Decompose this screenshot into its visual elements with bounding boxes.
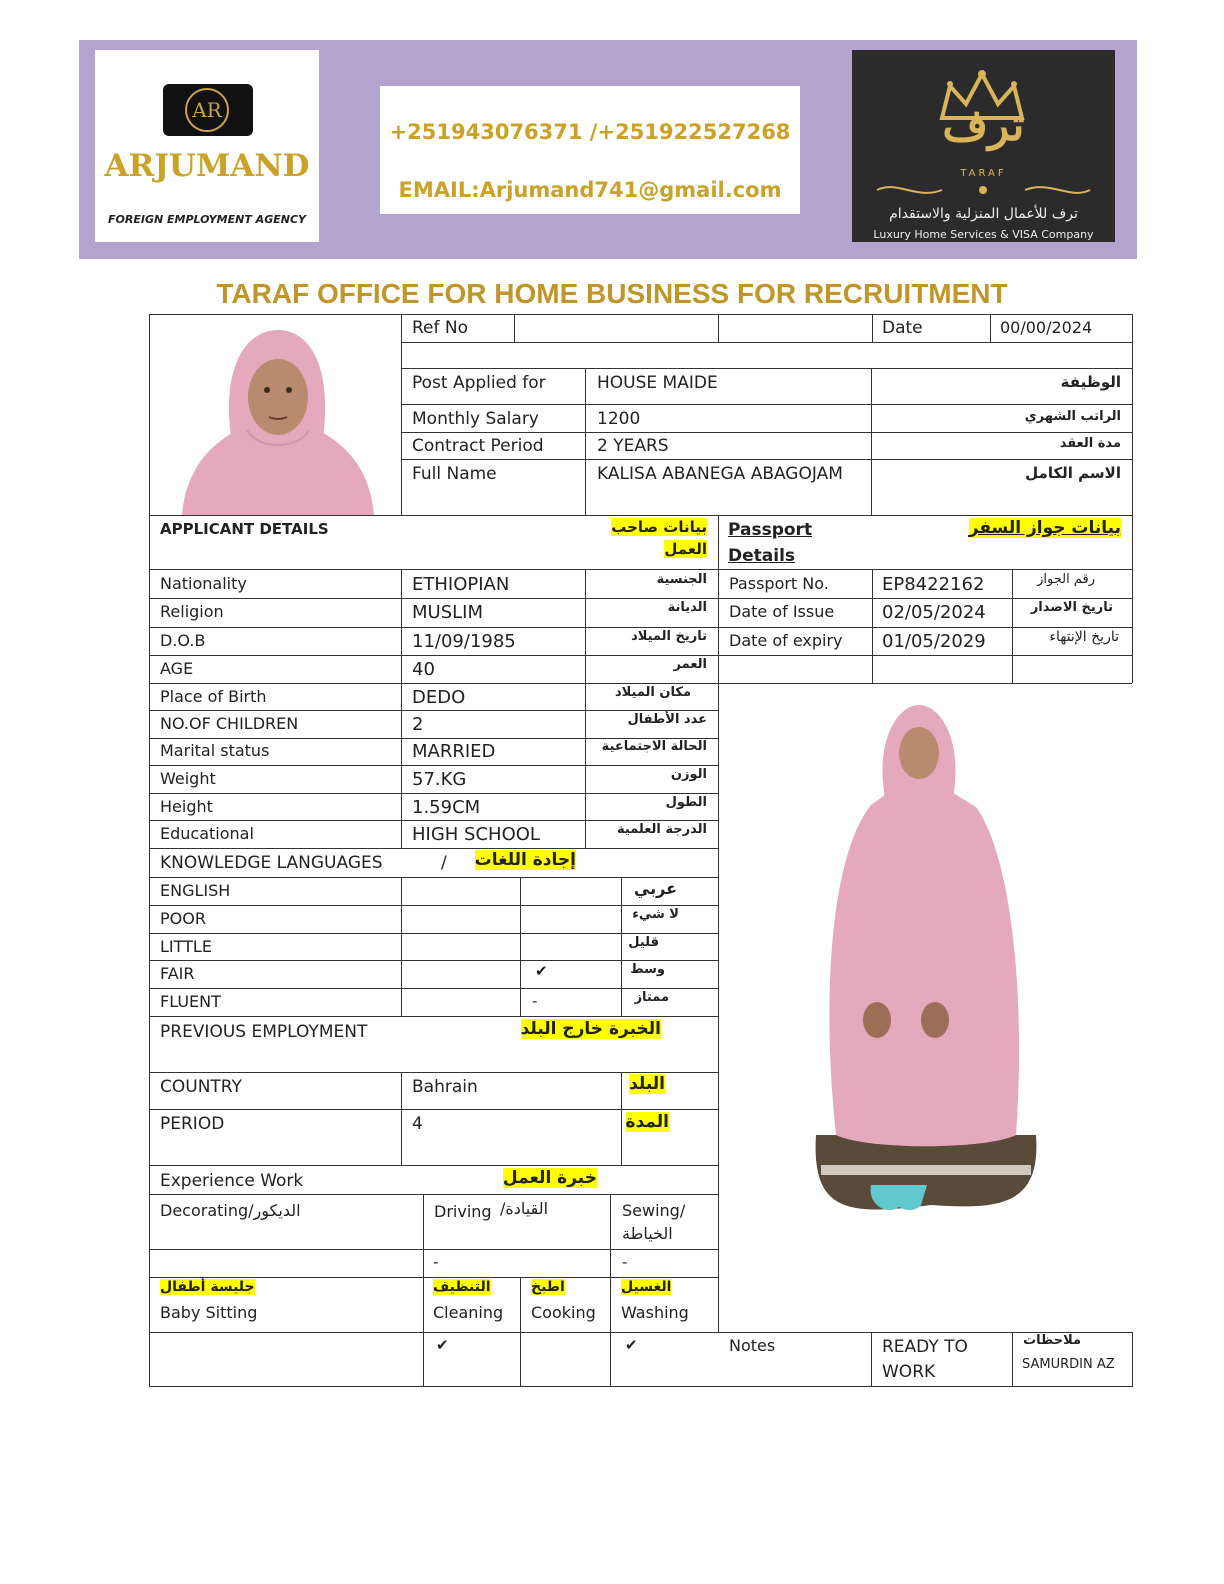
sewing-arabic: الخياطة [622,1224,673,1243]
ornament-icon [872,180,1095,200]
weight-value: 57.KG [412,769,467,790]
taraf-arabic-name: ترف [942,100,1025,151]
driving-mark: - [433,1253,439,1271]
fair-check-icon: ✔ [535,962,548,980]
taraf-arabic-tagline: ترف للأعمال المنزلية والاستقدام [889,206,1078,222]
notes-value-line-1: READY TO [882,1337,968,1357]
babysitting-arabic: جليسة أطفال [160,1279,255,1295]
passport-heading-2: Details [728,546,796,566]
nationality-value: ETHIOPIAN [412,574,510,595]
notes-arabic: ملاحظات [1023,1333,1081,1348]
age-arabic: العمر [673,657,707,672]
nationality-label: Nationality [160,574,247,593]
religion-value: MUSLIM [412,602,483,623]
country-arabic: البلد [629,1074,665,1094]
marital-label: Marital status [160,741,270,760]
agent-name: SAMURDIN AZ [1022,1357,1115,1372]
notes-value-line-2: WORK [882,1362,936,1382]
contract-arabic: مدة العقد [1059,436,1121,451]
languages-heading: KNOWLEDGE LANGUAGES [160,853,383,873]
fullname-value: KALISA ABANEGA ABAGOJAM [597,464,843,484]
country-label: COUNTRY [160,1077,242,1097]
employment-heading: PREVIOUS EMPLOYMENT [160,1022,368,1042]
applicant-heading: APPLICANT DETAILS [160,520,329,538]
lang-row-fluent: FLUENT [160,992,221,1011]
salary-value: 1200 [597,409,641,429]
experience-heading: Experience Work [160,1171,304,1191]
expiry-date-value: 01/05/2029 [882,631,986,652]
contact-box [380,86,800,214]
marital-value: MARRIED [412,741,496,762]
agency-name: ARJUMAND [104,148,310,184]
lang-row-english: ENGLISH [160,881,231,900]
fullname-label: Full Name [412,464,497,484]
lang-row-little-arabic: قليل [628,935,659,950]
passport-no-value: EP8422162 [882,574,985,595]
applicant-heading-arabic-1: بيانات صاحب [611,518,707,536]
sewing-label: Sewing/ [622,1201,686,1220]
notes-label: Notes [729,1336,776,1355]
cleaning-check-icon: ✔ [436,1336,449,1354]
page-title: TARAF OFFICE FOR HOME BUSINESS FOR RECRUITMENT [216,278,1008,309]
height-value: 1.59CM [412,797,481,818]
period-label: PERIOD [160,1114,225,1134]
marital-arabic: الحالة الاجتماعية [601,739,707,754]
children-label: NO.OF CHILDREN [160,714,299,733]
experience-heading-arabic: خبرة العمل [502,1168,597,1188]
date-value: 00/00/2024 [1000,318,1093,337]
decorating-label: Decorating/الديكور [160,1201,301,1220]
employment-heading-arabic: الخبرة خارج البلد [520,1019,661,1039]
period-value: 4 [412,1114,423,1134]
salary-label: Monthly Salary [412,409,539,429]
ref-no-label: Ref No [412,318,469,338]
issue-date-value: 02/05/2024 [882,602,986,623]
weight-label: Weight [160,769,216,788]
children-arabic: عدد الأطفال [627,712,707,727]
agency-subtitle: FOREIGN EMPLOYMENT AGENCY [108,213,306,226]
arjumand-logo [95,50,319,242]
place-of-birth-value: DEDO [412,687,466,708]
babysitting-label: Baby Sitting [160,1303,258,1322]
religion-label: Religion [160,602,224,621]
lang-row-fluent-arabic: ممتاز [634,990,669,1005]
ar-monogram-badge [163,84,253,136]
place-of-birth-label: Place of Birth [160,687,267,706]
issue-date-arabic: تاريخ الاصدار [1030,600,1113,615]
contract-label: Contract Period [412,436,544,456]
country-value: Bahrain [412,1077,478,1097]
applicant-heading-arabic-2: العمل [664,540,707,558]
lang-row-fair: FAIR [160,964,195,983]
age-value: 40 [412,659,435,680]
ar-monogram: AR [185,88,229,132]
languages-separator: / [441,853,447,873]
nationality-arabic: الجنسية [656,572,707,587]
passport-no-arabic: رقم الجواز [1037,572,1095,587]
taraf-english-name: TARAF [960,168,1007,179]
email-address: EMAIL:Arjumand741@gmail.com [398,178,782,202]
driving-label: Driving [434,1202,492,1221]
lang-row-poor: POOR [160,909,206,928]
religion-arabic: الديانة [667,600,707,615]
age-label: AGE [160,659,194,678]
cooking-label: Cooking [531,1303,596,1322]
phone-numbers: +251943076371 /+251922527268 [389,120,791,144]
height-label: Height [160,797,213,816]
height-arabic: الطول [665,795,707,810]
fullname-arabic: الاسم الكامل [1025,464,1121,482]
washing-arabic: الغسيل [621,1279,672,1295]
lang-row-little: LITTLE [160,937,212,956]
sewing-mark: - [622,1253,628,1271]
lang-row-english-arabic: عربي [633,879,677,898]
dob-value: 11/09/1985 [412,631,516,652]
letterhead [79,40,1137,259]
fluent-mark: - [532,992,538,1010]
period-arabic: المدة [625,1112,669,1132]
taraf-logo [852,50,1115,242]
post-value: HOUSE MAIDE [597,373,718,393]
expiry-date-arabic: تاريخ الإنتهاء [1049,629,1119,645]
dob-label: D.O.B [160,631,206,650]
applicant-portrait [177,325,378,515]
expiry-date-label: Date of expiry [729,631,843,650]
education-arabic: الدرجة العلمية [617,822,707,837]
place-of-birth-arabic: مكان الميلاد [614,685,691,700]
date-label: Date [882,318,923,338]
passport-heading-1: Passport [728,520,813,540]
contract-value: 2 YEARS [597,436,669,456]
cleaning-arabic: التنظيف [433,1279,491,1295]
applicant-full-photo [741,695,1107,1257]
post-label: Post Applied for [412,373,546,393]
washing-check-icon: ✔ [625,1336,638,1354]
passport-no-label: Passport No. [729,574,829,593]
languages-heading-arabic: إجادة اللغات [474,850,576,870]
post-arabic: الوظيفة [1060,373,1121,391]
taraf-english-tagline: Luxury Home Services & VISA Company [873,228,1094,241]
passport-heading-arabic: بيانات جواز السفر [968,518,1121,538]
driving-arabic: /القيادة [500,1199,549,1218]
children-value: 2 [412,714,424,735]
issue-date-label: Date of Issue [729,602,835,621]
dob-arabic: تاريخ الميلاد [631,629,707,644]
education-label: Educational [160,824,254,843]
cleaning-label: Cleaning [433,1303,504,1322]
washing-label: Washing [621,1303,689,1322]
salary-arabic: الراتب الشهري [1024,409,1121,424]
education-value: HIGH SCHOOL [412,824,540,845]
lang-row-poor-arabic: لا شيء [632,907,679,922]
cooking-arabic: اطبخ [531,1279,565,1295]
weight-arabic: الوزن [670,767,707,782]
lang-row-fair-arabic: وسط [630,962,665,977]
